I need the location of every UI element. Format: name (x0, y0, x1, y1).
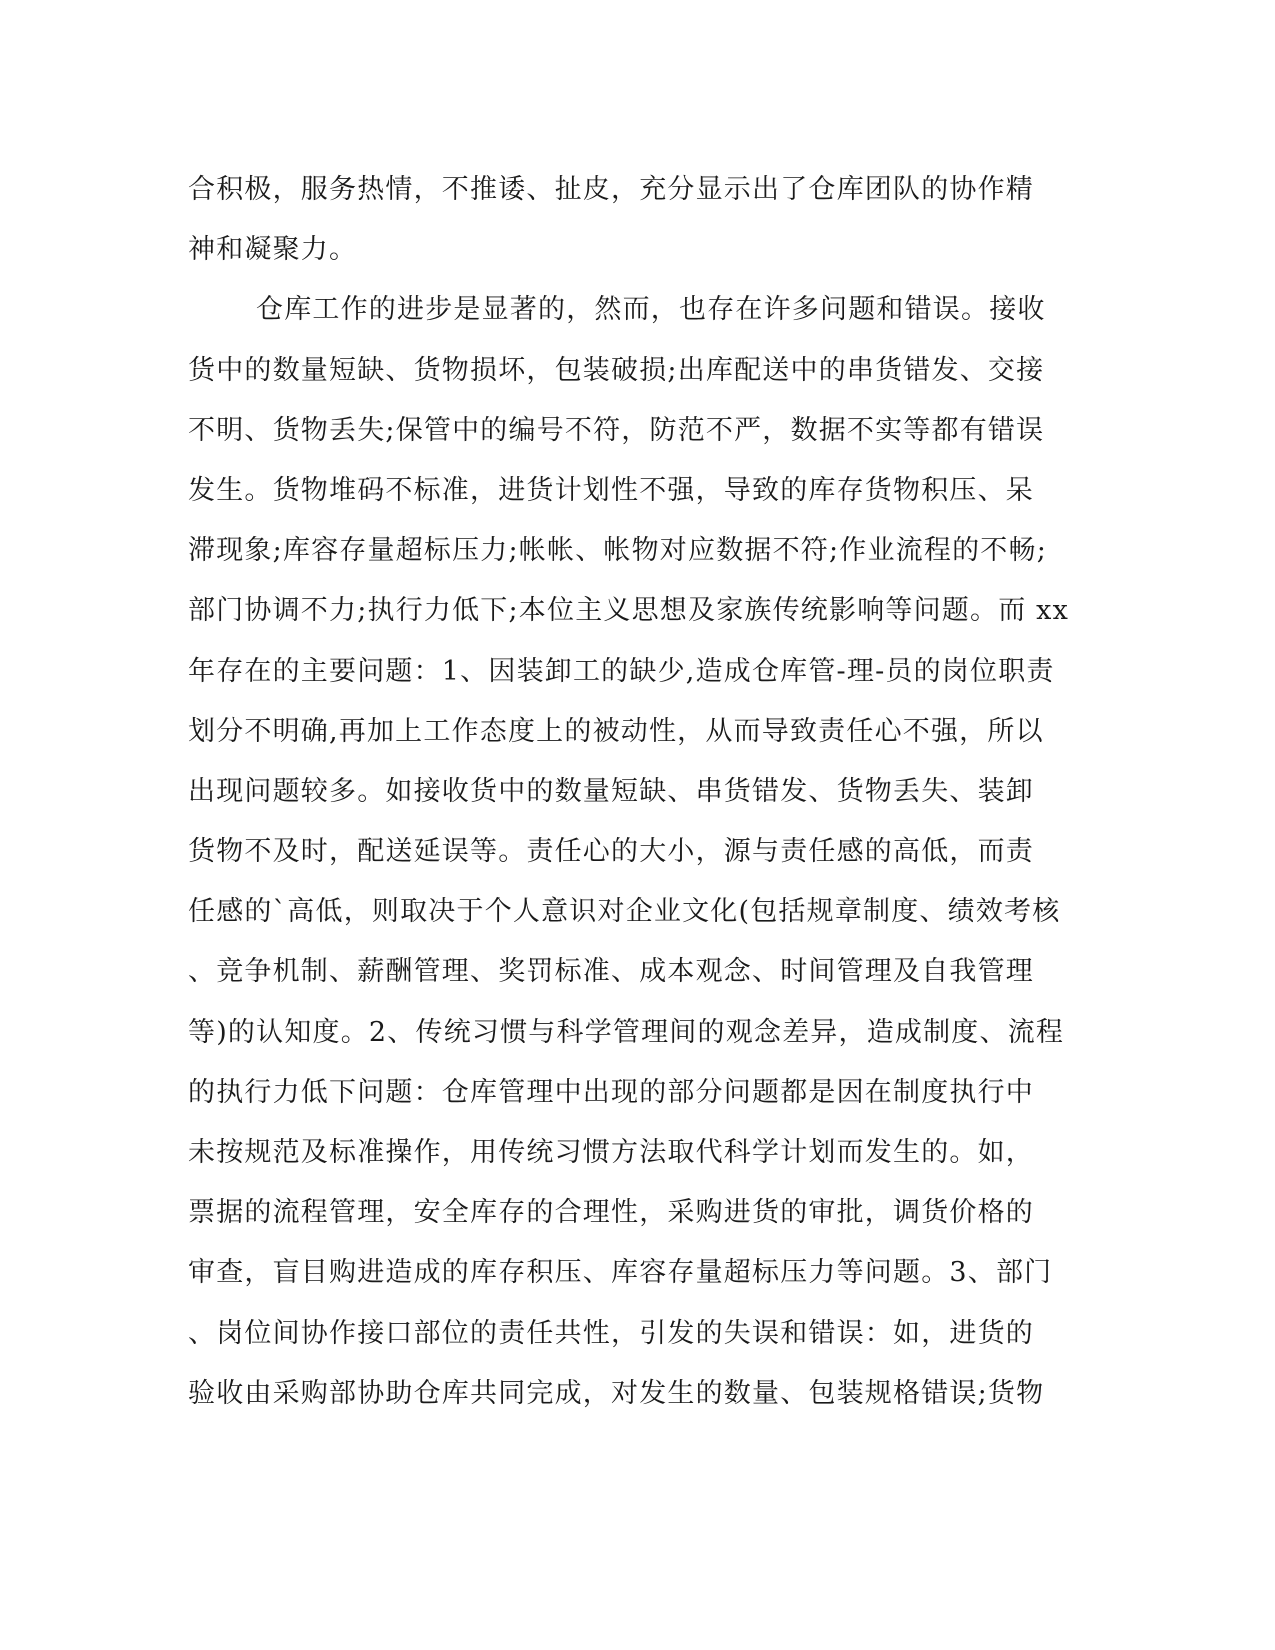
text-line-1: 合积极，服务热情，不推诿、扯皮，充分显示出了仓库团队的协作精 (188, 174, 1034, 205)
text-line-17: 未按规范及标准操作，用传统习惯方法取代科学计划而发生的。如， (188, 1137, 1034, 1168)
text-line-10: 划分不明确,再加上工作态度上的被动性，从而导致责任心不强，所以 (188, 715, 1044, 747)
text-line-4: 货中的数量短缺、货物损坏，包装破损;出库配送中的串货错发、交接 (188, 354, 1045, 386)
text-line-13: 任感的`高低，则取决于个人意识对企业文化(包括规章制度、绩效考核 (188, 896, 1061, 928)
text-line-3: 仓库工作的进步是显著的，然而，也存在许多问题和错误。接收 (256, 294, 1046, 326)
text-line-2: 神和凝聚力。 (188, 234, 358, 266)
text-line-14: 、竞争机制、薪酬管理、奖罚标准、成本观念、时间管理及自我管理 (188, 956, 1034, 988)
text-line-18: 票据的流程管理，安全库存的合理性，采购进货的审批，调货价格的 (188, 1197, 1034, 1229)
text-line-12: 货物不及时，配送延误等。责任心的大小，源与责任感的高低，而责 (188, 836, 1034, 868)
body-text (188, 160, 1088, 1424)
text-line-11: 出现问题较多。如接收货中的数量短缺、串货错发、货物丢失、装卸 (188, 775, 1034, 807)
text-line-20: 、岗位间协作接口部位的责任共性，引发的失误和错误：如，进货的 (188, 1317, 1034, 1349)
text-line-16: 的执行力低下问题：仓库管理中出现的部分问题都是因在制度执行中 (188, 1076, 1034, 1108)
text-line-21: 验收由采购部协助仓库共同完成，对发生的数量、包装规格错误;货物 (188, 1377, 1045, 1409)
text-line-6: 发生。货物堆码不标准，进货计划性不强，导致的库存货物积压、呆 (188, 474, 1034, 506)
text-line-7: 滞现象;库容存量超标压力;帐帐、帐物对应数据不符;作业流程的不畅; (188, 535, 1047, 567)
text-line-8: 部门协调不力;执行力低下;本位主义思想及家族传统影响等问题。而 xx (188, 595, 1070, 627)
text-line-9: 年存在的主要问题：1、因装卸工的缺少,造成仓库管-理-员的岗位职责 (188, 655, 1055, 687)
text-line-15: 等)的认知度。2、传统习惯与科学管理间的观念差异，造成制度、流程 (188, 1016, 1065, 1048)
text-line-19: 审查，盲目购进造成的库存积压、库容存量超标压力等问题。3、部门 (188, 1257, 1053, 1289)
text-line-5: 不明、货物丢失;保管中的编号不符，防范不严，数据不实等都有错误 (188, 414, 1045, 446)
